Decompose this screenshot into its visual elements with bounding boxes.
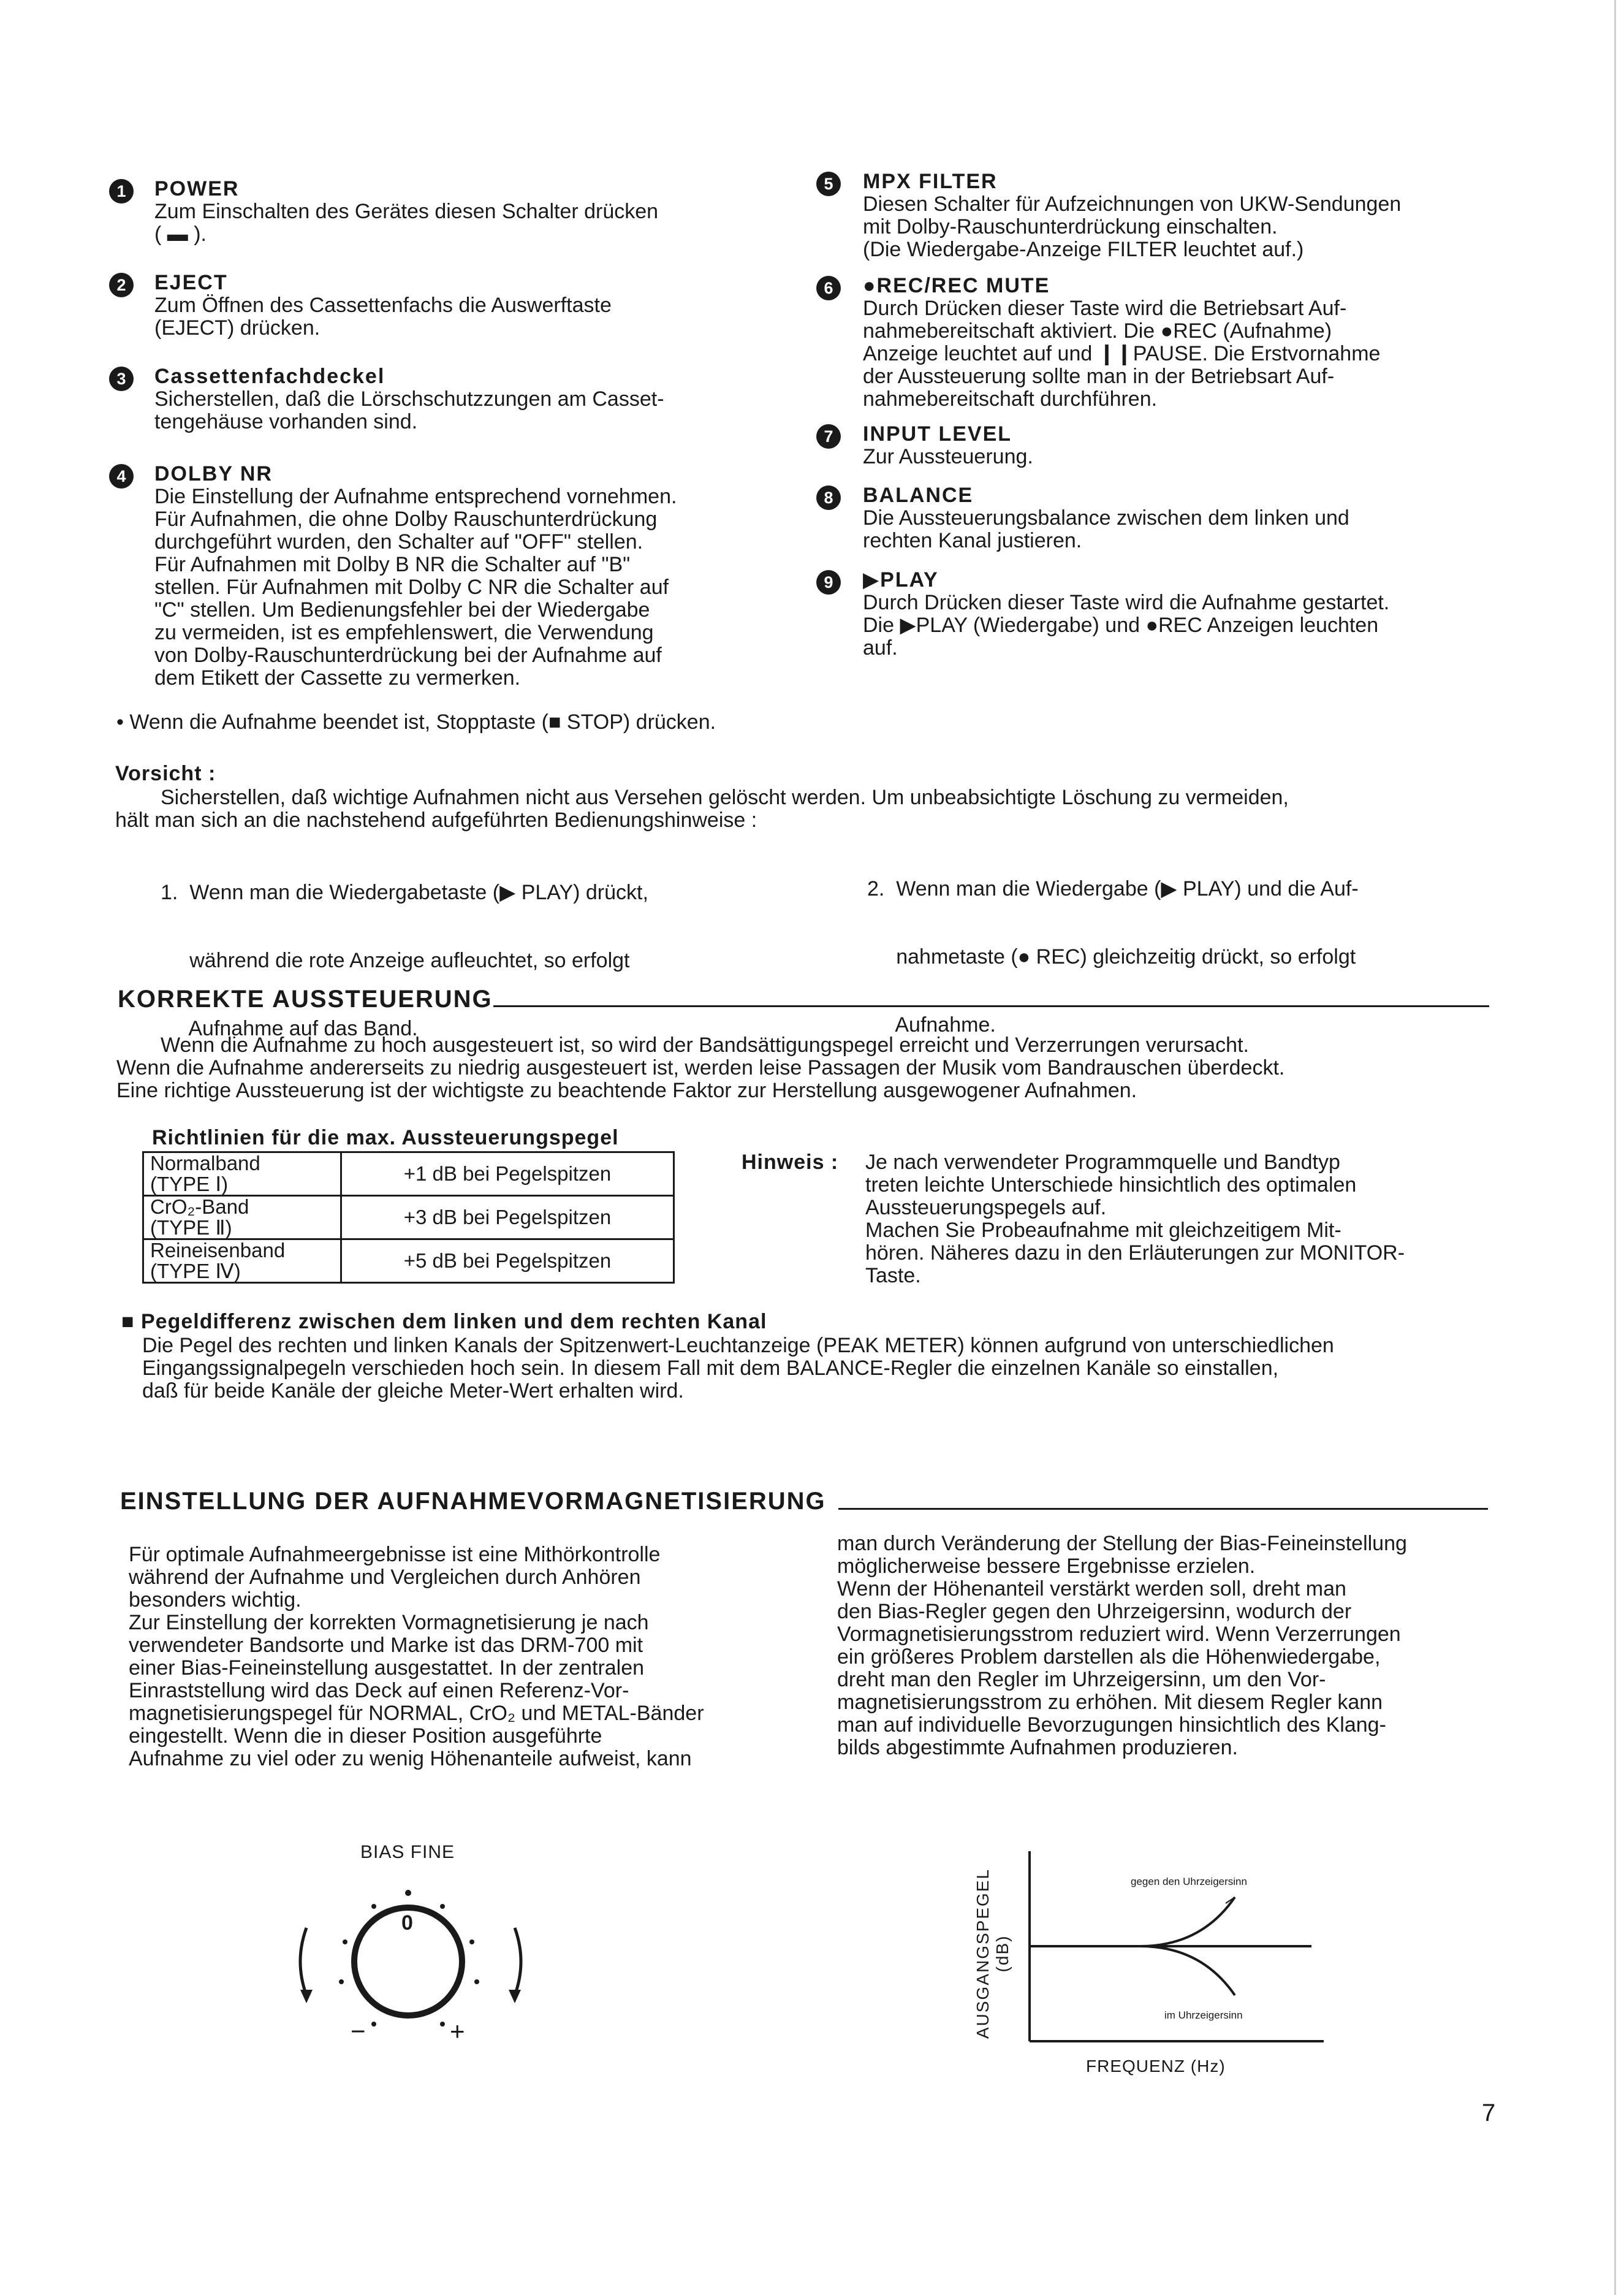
item-text: Diesen Schalter für Aufzeichnungen von UKW-Sendungen: [863, 192, 1402, 216]
page-number: 7: [1482, 2099, 1496, 2126]
item-text: (Die Wiedergabe-Anzeige FILTER leuchtet auf.): [863, 238, 1304, 261]
caution-point-2: [867, 832, 1504, 1059]
item-text: nahmebereitschaft durchführen.: [863, 387, 1158, 411]
paragraph-line: Für optimale Aufnahmeergebnisse ist eine Mithörkontrolle: [129, 1543, 661, 1566]
paragraph-line: Einraststellung wird das Deck auf einen Referenz-Vor-: [129, 1679, 629, 1702]
hint-line: hören. Näheres dazu in den Erläuterungen zur MONITOR-: [865, 1241, 1405, 1265]
knob-label: BIAS FINE: [360, 1842, 455, 1862]
item-text: ( ▬ ).: [154, 223, 207, 246]
paragraph-line: bilds abgestimmte Aufnahmen produzieren.: [837, 1736, 1238, 1759]
paragraph-line: man auf individuelle Bevorzugungen hinsichtlich des Klang-: [837, 1713, 1386, 1737]
caution-point-text: 1. Wenn man die Wiedergabetaste (▶ PLAY) drückt,: [161, 881, 648, 904]
item-play: [816, 569, 1509, 660]
levels-table: [142, 1151, 675, 1284]
table-row: [143, 1152, 674, 1196]
item-text: "C" stellen. Um Bedienungsfehler bei der Wiedergabe: [154, 598, 650, 622]
balance-diff-title: ■ Pegeldifferenz zwischen dem linken und dem rechten Kanal: [121, 1310, 767, 1333]
paragraph-line: Die Pegel des rechten und linken Kanals der Spitzenwert-Leuchtanzeige (PEAK METER) können aufgrund von unterschiedlichen: [142, 1334, 1334, 1357]
cw-arrow-icon: [515, 1928, 521, 1995]
item-power: [109, 178, 771, 246]
section1-paragraph: [116, 1034, 1495, 1102]
paragraph-line: magnetisierungspegel für NORMAL, CrO₂ und METAL-Bänder: [129, 1702, 704, 1725]
table-title: Richtlinien für die max. Aussteuerungspegel: [152, 1126, 619, 1149]
item-balance: [816, 484, 1509, 552]
item-eject: [109, 272, 771, 340]
item-title: INPUT LEVEL: [863, 422, 1012, 446]
item-text: (EJECT) drücken.: [154, 316, 321, 340]
item-text: auf.: [863, 636, 898, 660]
hint-line: Aussteuerungspegels auf.: [865, 1196, 1107, 1219]
paragraph-line: ein größeres Problem darstellen als die Höhenwiedergabe,: [837, 1645, 1381, 1669]
page-edge-line: [1614, 0, 1616, 2295]
section-title-bias: EINSTELLUNG DER AUFNAHMEVORMAGNETISIERUNG: [120, 1488, 826, 1515]
item-cassettenfachdeckel: [109, 365, 771, 433]
caution-point-text: Aufnahme auf das Band.: [161, 1017, 418, 1040]
paragraph-line: Wenn der Höhenanteil verstärkt werden soll, dreht man: [837, 1577, 1346, 1600]
graph-upper-curve: [1140, 1897, 1235, 1946]
graph-y-label-text: AUSGANGSPEGEL (dB): [973, 1868, 1012, 2039]
item-text: von Dolby-Rauschunterdrückung bei der Aufnahme auf: [154, 644, 662, 667]
item-title: Cassettenfachdeckel: [154, 365, 385, 388]
table-row: [143, 1196, 674, 1239]
item-number-badge: 3: [109, 367, 134, 391]
hint-line: treten leichte Unterschiede hinsichtlich des optimalen: [865, 1173, 1357, 1197]
item-title: EJECT: [154, 271, 228, 294]
item-text: Die Aussteuerungsbalance zwischen dem linken und: [863, 506, 1349, 530]
paragraph-line: Eingangssignalpegeln verschieden hoch sein. In diesem Fall mit dem BALANCE-Regler die einzelnen Kanäle so einstallen,: [142, 1357, 1279, 1380]
caution-point-text: 2. Wenn man die Wiedergabe (▶ PLAY) und die Auf-: [867, 877, 1359, 900]
paragraph-line: einer Bias-Feineinstellung ausgestattet. In der zentralen: [129, 1656, 645, 1680]
paragraph-line: Vormagnetisierungsstrom reduziert wird. Wenn Verzerrungen: [837, 1623, 1401, 1646]
item-text: Durch Drücken dieser Taste wird die Betriebsart Auf-: [863, 297, 1347, 320]
section-title-aussteuerung: KORREKTE AUSSTEUERUNG: [118, 986, 493, 1013]
band-type: (TYPE Ⅳ): [150, 1260, 241, 1282]
bias-fine-knob: [282, 1870, 552, 2060]
hint-line: Je nach verwendeter Programmquelle und Bandtyp: [865, 1151, 1340, 1174]
table-cell-band: [143, 1239, 341, 1283]
hint-text: [865, 1151, 1490, 1287]
table-cell-value: +1 dB bei Pegelspitzen: [341, 1152, 674, 1196]
paragraph-line: man durch Veränderung der Stellung der Bias-Feineinstellung: [837, 1532, 1407, 1555]
paragraph-line: Wenn die Aufnahme andererseits zu niedrig ausgesteuert ist, werden leise Passagen der Musik vom Bandrauschen überdeckt.: [116, 1056, 1285, 1079]
item-text: Für Aufnahmen mit Dolby B NR die Schalter auf "B": [154, 553, 631, 576]
knob-minus-label: −: [351, 2017, 366, 2046]
item-number-badge: 5: [816, 172, 841, 196]
paragraph-line: daß für beide Kanäle der gleiche Meter-Wert erhalten wird.: [142, 1379, 684, 1402]
item-number-badge: 2: [109, 273, 134, 297]
item-text: Zum Öffnen des Cassettenfachs die Auswerftaste: [154, 294, 612, 317]
hint-line: Machen Sie Probeaufnahme mit gleichzeitigem Mit-: [865, 1219, 1341, 1242]
paragraph-line: Eine richtige Aussteuerung ist der wichtigste zu beachtende Faktor zur Herstellung ausgewogener Aufnahmen.: [116, 1079, 1137, 1102]
paragraph-line: während der Aufnahme und Vergleichen durch Anhören: [129, 1566, 641, 1589]
ccw-arrow-icon: [300, 1928, 306, 1995]
paragraph-line: besonders wichtig.: [129, 1588, 302, 1612]
item-title: MPX FILTER: [863, 170, 998, 193]
item-number-badge: 9: [816, 570, 841, 595]
section2-right-text: [837, 1532, 1493, 1759]
table-cell-value: +3 dB bei Pegelspitzen: [341, 1196, 674, 1239]
item-text: Die ▶PLAY (Wiedergabe) und ●REC Anzeigen leuchten: [863, 614, 1379, 637]
item-text: zu vermeiden, ist es empfehlenswert, die Verwendung: [154, 621, 654, 644]
section-rule: [493, 1005, 1489, 1007]
caution-point-1: [161, 836, 804, 1063]
caution-line-1: Sicherstellen, daß wichtige Aufnahmen nicht aus Versehen gelöscht werden. Um unbeabsichtigte Löschung zu vermeiden,: [161, 786, 1289, 809]
caution-point-text: Aufnahme.: [867, 1013, 996, 1037]
hint-label: Hinweis :: [742, 1151, 839, 1174]
table-cell-band: [143, 1196, 341, 1239]
paragraph-line: Wenn die Aufnahme zu hoch ausgesteuert ist, so wird der Bandsättigungspegel erreicht und Verzerrungen verursacht.: [161, 1033, 1249, 1057]
item-text: Für Aufnahmen, die ohne Dolby Rauschunterdrückung: [154, 508, 658, 531]
caution-title: Vorsicht :: [115, 762, 216, 785]
graph-lower-curve: [1140, 1946, 1235, 1995]
table-cell-band: [143, 1152, 341, 1196]
item-text: stellen. Für Aufnahmen mit Dolby C NR die Schalter auf: [154, 576, 669, 599]
graph-lower-label: im Uhrzeigersinn: [1164, 2009, 1243, 2021]
graph-x-label: FREQUENZ (Hz): [1086, 2057, 1226, 2076]
item-text: dem Etikett der Cassette zu vermerken.: [154, 666, 521, 690]
section-rule: [838, 1508, 1488, 1510]
paragraph-line: den Bias-Regler gegen den Uhrzeigersinn, wodurch der: [837, 1600, 1352, 1623]
item-number-badge: 8: [816, 485, 841, 510]
knob-plus-label: +: [450, 2017, 465, 2046]
stop-note: • Wenn die Aufnahme beendet ist, Stopptaste (■ STOP) drücken.: [116, 710, 716, 734]
item-text: Die Einstellung der Aufnahme entsprechend vornehmen.: [154, 485, 677, 508]
paragraph-line: eingestellt. Wenn die in dieser Position ausgeführte: [129, 1724, 602, 1748]
table-cell-value: +5 dB bei Pegelspitzen: [341, 1239, 674, 1283]
section2-left-text: [129, 1543, 778, 1770]
caution-line-2: hält man sich an die nachstehend aufgeführten Bedienungshinweise :: [115, 809, 757, 832]
paragraph-line: verwendeter Bandsorte und Marke ist das DRM-700 mit: [129, 1634, 643, 1657]
item-text: mit Dolby-Rauschunterdrückung einschalten.: [863, 215, 1278, 238]
balance-diff-text: [142, 1334, 1497, 1402]
item-dolby-nr: [109, 463, 771, 690]
paragraph-line: Zur Einstellung der korrekten Vormagnetisierung je nach: [129, 1611, 649, 1634]
item-text: der Aussteuerung sollte man in der Betriebsart Auf-: [863, 365, 1335, 388]
caution-point-text: nahmetaste (● REC) gleichzeitig drückt, so erfolgt: [867, 945, 1356, 969]
item-text: Anzeige leuchtet auf und ❙❙PAUSE. Die Erstvornahme: [863, 342, 1381, 365]
item-text: Zum Einschalten des Gerätes diesen Schalter drücken: [154, 200, 659, 223]
item-text: nahmebereitschaft aktiviert. Die ●REC (Aufnahme): [863, 319, 1332, 343]
band-type: (TYPE Ⅱ): [150, 1216, 232, 1239]
item-text: Durch Drücken dieser Taste wird die Aufnahme gestartet.: [863, 591, 1390, 614]
band-name: Normalband: [150, 1152, 260, 1174]
item-title: DOLBY NR: [154, 462, 273, 485]
item-title: ●REC/REC MUTE: [863, 274, 1050, 297]
item-text: durchgeführt wurden, den Schalter auf "OFF" stellen.: [154, 530, 643, 554]
graph-y-label: [973, 1849, 1012, 2058]
hint-line: Taste.: [865, 1264, 921, 1287]
item-text: Sicherstellen, daß die Lörschschutzzungen am Casset-: [154, 387, 664, 411]
paragraph-line: Aufnahme zu viel oder zu wenig Höhenanteile aufweist, kann: [129, 1747, 692, 1770]
table-row: [143, 1239, 674, 1283]
item-text: tengehäuse vorhanden sind.: [154, 410, 418, 433]
band-name: Reineisenband: [150, 1239, 286, 1262]
item-number-badge: 6: [816, 276, 841, 300]
item-number-badge: 1: [109, 179, 134, 204]
item-title: POWER: [154, 177, 240, 200]
band-type: (TYPE Ⅰ): [150, 1173, 229, 1195]
paragraph-line: möglicherweise bessere Ergebnisse erzielen.: [837, 1555, 1256, 1578]
item-rec-mute: [816, 275, 1509, 411]
item-input-level: [816, 423, 1509, 468]
item-text: rechten Kanal justieren.: [863, 529, 1082, 552]
item-number-badge: 4: [109, 464, 134, 489]
paragraph-line: dreht man den Regler im Uhrzeigersinn, um den Vor-: [837, 1668, 1326, 1691]
knob-center-mark: 0: [401, 1911, 413, 1935]
item-title: BALANCE: [863, 484, 974, 507]
graph-upper-label: gegen den Uhrzeigersinn: [1131, 1876, 1247, 1887]
item-text: Zur Aussteuerung.: [863, 445, 1033, 468]
paragraph-line: magnetisierungsstrom zu erhöhen. Mit diesem Regler kann: [837, 1691, 1383, 1714]
band-name: CrO₂-Band: [150, 1195, 249, 1218]
item-mpx-filter: [816, 170, 1509, 261]
item-number-badge: 7: [816, 424, 841, 449]
item-title: ▶PLAY: [863, 568, 939, 592]
caution-point-text: während die rote Anzeige aufleuchtet, so erfolgt: [161, 949, 630, 972]
